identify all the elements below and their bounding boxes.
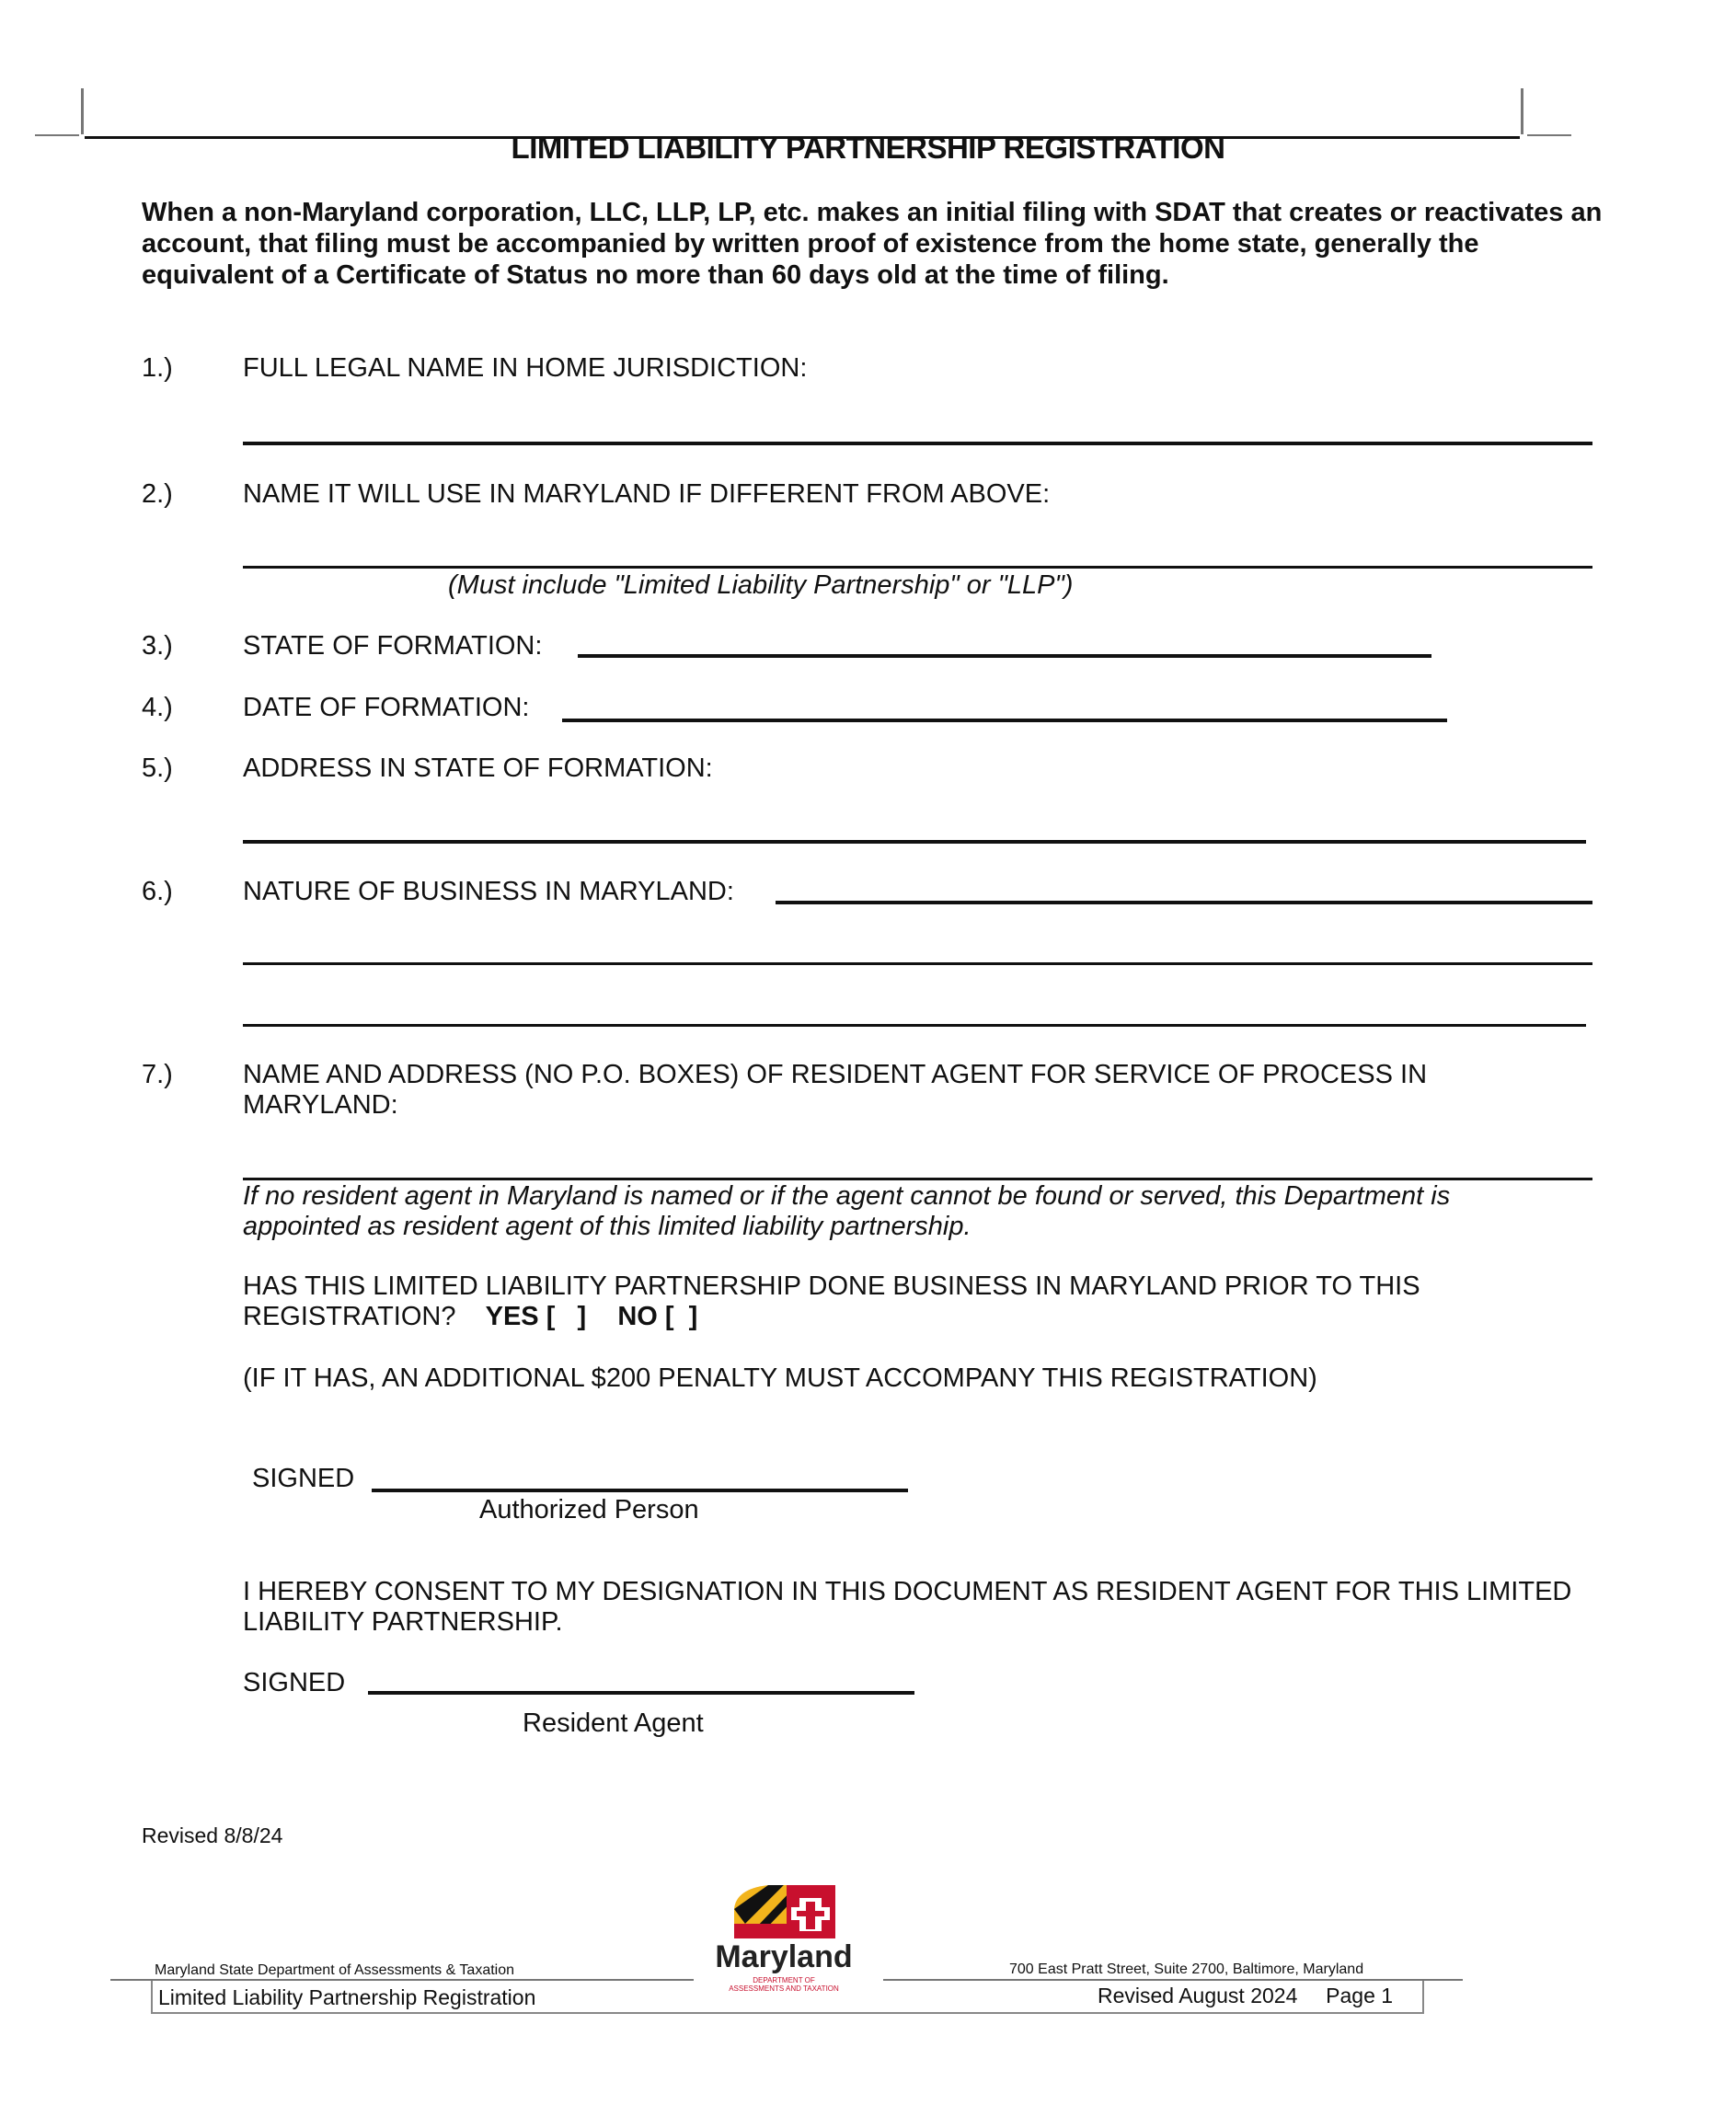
footer-address: 700 East Pratt Street, Suite 2700, Baltimore, Maryland: [1009, 1961, 1364, 1977]
yes-checkbox[interactable]: YES [ ]: [485, 1302, 587, 1331]
prior-business-question-cont: [243, 1302, 697, 1332]
full-legal-name-field[interactable]: [243, 442, 1592, 445]
date-of-formation-label: DATE OF FORMATION:: [243, 693, 530, 722]
resident-agent-label: NAME AND ADDRESS (NO P.O. BOXES) OF RESIDENT AGENT FOR SERVICE OF PROCESS IN: [243, 1060, 1428, 1089]
revised-date: Revised 8/8/24: [142, 1823, 283, 1847]
item-number: 7.): [142, 1060, 173, 1089]
signed-label: SIGNED: [243, 1668, 346, 1697]
maryland-name-note: (Must include "Limited Liability Partnership" or "LLP"): [448, 570, 1074, 600]
page-title: LIMITED LIABILITY PARTNERSHIP REGISTRATION: [511, 131, 1225, 165]
state-of-formation-field[interactable]: [578, 654, 1431, 658]
item-number: 1.): [142, 353, 173, 383]
address-label: ADDRESS IN STATE OF FORMATION:: [243, 753, 713, 783]
prior-business-question: HAS THIS LIMITED LIABILITY PARTNERSHIP DONE BUSINESS IN MARYLAND PRIOR TO THIS: [243, 1271, 1420, 1301]
prior-business-question-label: REGISTRATION?: [243, 1302, 456, 1331]
consent-statement: I HEREBY CONSENT TO MY DESIGNATION IN THIS DOCUMENT AS RESIDENT AGENT FOR THIS LIMITED LIABILITY PARTNERSHIP.: [243, 1577, 1572, 1637]
footer-revision-date: Revised August 2024: [1098, 1984, 1298, 2007]
crop-mark: [81, 88, 84, 134]
signed-label: SIGNED: [252, 1464, 355, 1493]
no-checkbox[interactable]: NO [ ]: [617, 1302, 698, 1331]
nature-of-business-field-line2[interactable]: [243, 962, 1592, 965]
page-number: Page 1: [1326, 1984, 1394, 2007]
footer-department: Maryland State Department of Assessments & Taxation: [155, 1962, 515, 1978]
date-of-formation-field[interactable]: [562, 719, 1447, 722]
resident-agent-field[interactable]: [243, 1178, 1592, 1180]
address-field[interactable]: [243, 840, 1586, 844]
footer-revision: [1098, 1984, 1393, 2008]
nature-of-business-label: NATURE OF BUSINESS IN MARYLAND:: [243, 877, 734, 906]
item-number: 2.): [142, 479, 173, 509]
resident-agent-signature-field[interactable]: [368, 1691, 914, 1695]
item-number: 4.): [142, 693, 173, 722]
state-of-formation-label: STATE OF FORMATION:: [243, 631, 543, 661]
logo-subtitle: DEPARTMENT OF: [753, 1976, 815, 1984]
maryland-name-field[interactable]: [243, 566, 1592, 569]
item-number: 6.): [142, 877, 173, 906]
resident-agent-label-cont: MARYLAND:: [243, 1090, 398, 1120]
nature-of-business-field[interactable]: [776, 901, 1592, 904]
full-legal-name-label: FULL LEGAL NAME IN HOME JURISDICTION:: [243, 353, 808, 383]
authorized-person-signature-field[interactable]: [372, 1489, 908, 1492]
footer-form-name: Limited Liability Partnership Registration: [158, 1985, 536, 2009]
intro-paragraph: When a non-Maryland corporation, LLC, LLP, LP, etc. makes an initial filing with SDAT that creates or reactivates an account, that filing must be accompanied by written proof of existence from the home state, generally the equivalent of a Certificate of Status no more than 60 days old at the time of filing.: [142, 198, 1603, 290]
logo-subtitle: ASSESSMENTS AND TAXATION: [729, 1984, 839, 1993]
nature-of-business-field-line3[interactable]: [243, 1024, 1586, 1027]
logo-wordmark: Maryland: [715, 1939, 853, 1974]
item-number: 3.): [142, 631, 173, 661]
resident-agent-caption: Resident Agent: [523, 1708, 704, 1738]
agent-note: If no resident agent in Maryland is named or if the agent cannot be found or served, this Department is appointed as resident agent of this limited liability partnership.: [243, 1181, 1451, 1241]
penalty-note: (IF IT HAS, AN ADDITIONAL $200 PENALTY MUST ACCOMPANY THIS REGISTRATION): [243, 1363, 1317, 1393]
maryland-flag-logo-icon: [727, 1881, 846, 1948]
item-number: 5.): [142, 753, 173, 783]
crop-mark: [1521, 88, 1523, 134]
authorized-person-caption: Authorized Person: [479, 1495, 699, 1524]
maryland-name-label: NAME IT WILL USE IN MARYLAND IF DIFFERENT FROM ABOVE:: [243, 479, 1051, 509]
